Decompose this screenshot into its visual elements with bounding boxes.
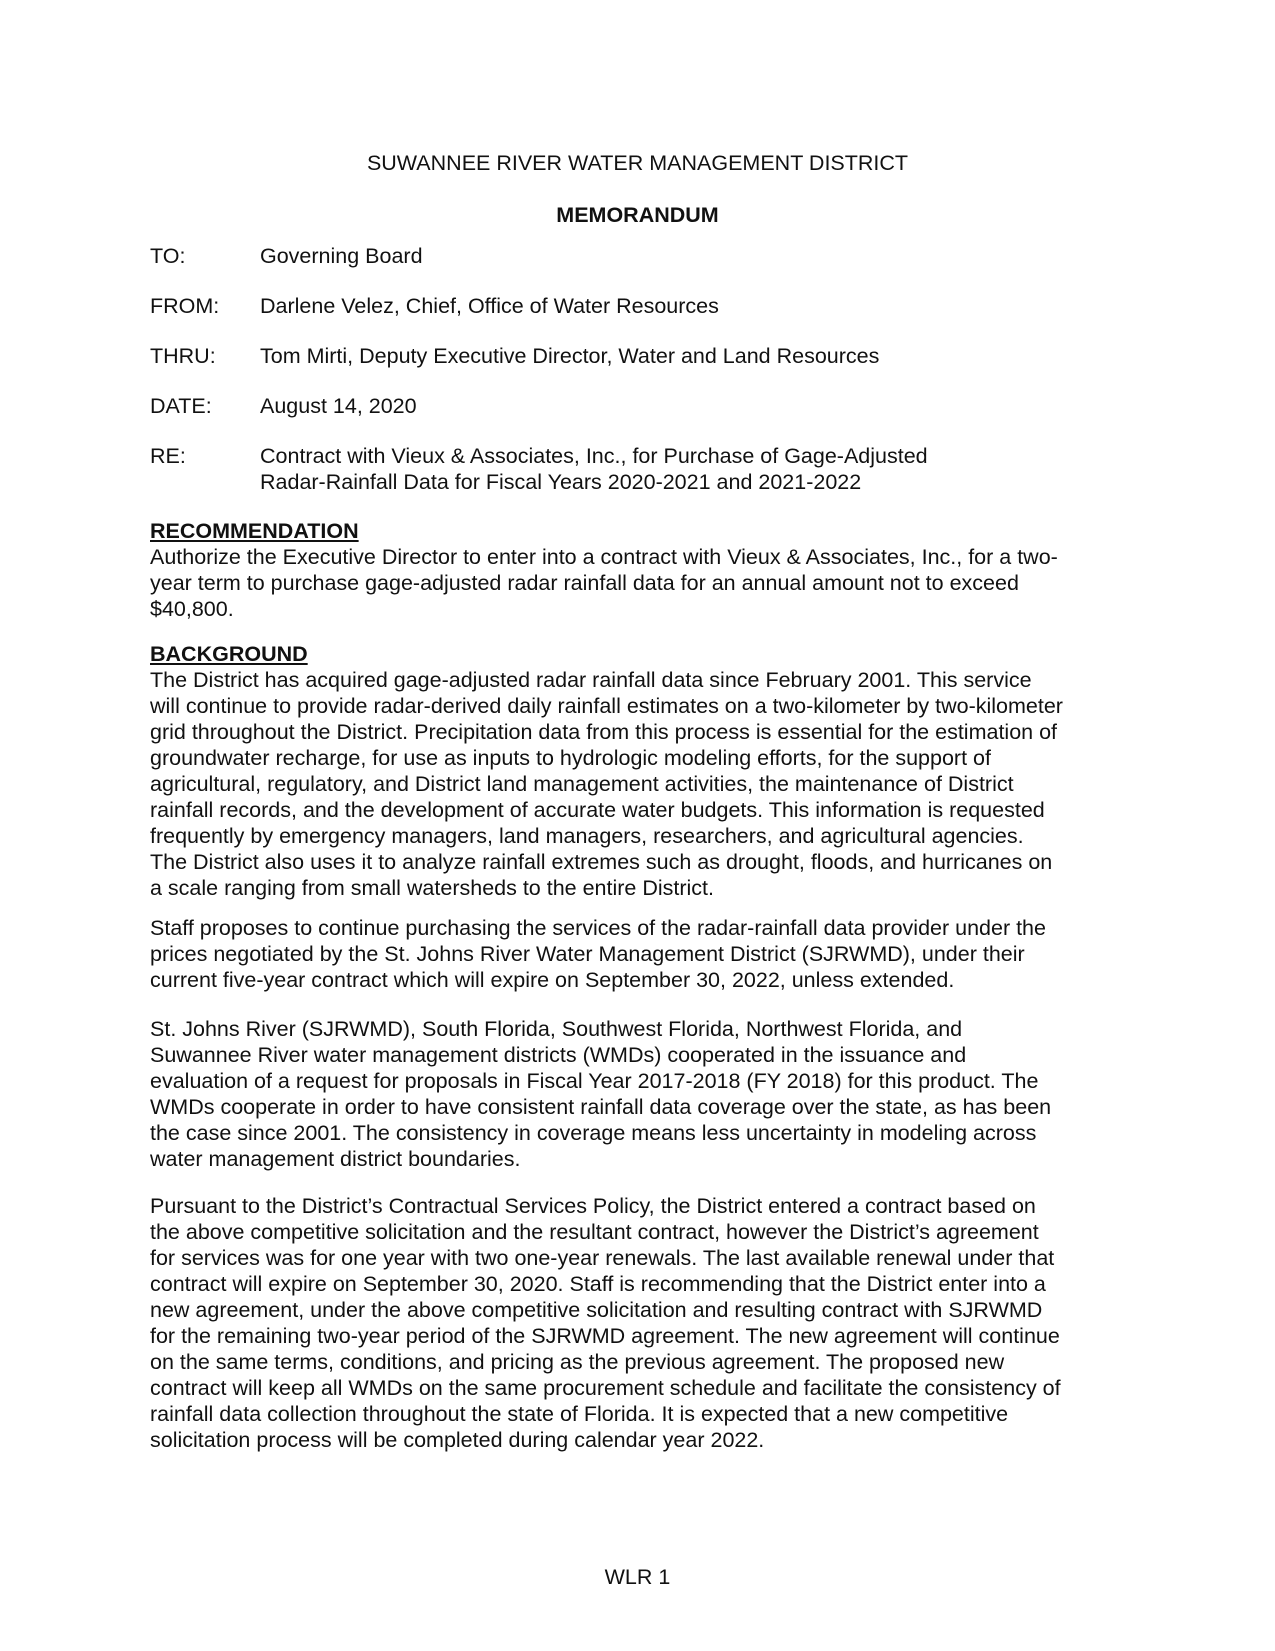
organization-name: SUWANNEE RIVER WATER MANAGEMENT DISTRICT [366, 151, 909, 175]
re-label: RE: [150, 444, 186, 468]
paragraph-line: for services was for one year with two one-year renewals. The last available renewal under that [150, 1246, 1055, 1270]
paragraph-line: Pursuant to the District’s Contractual Services Policy, the District entered a contract based on [150, 1194, 1036, 1218]
paragraph-line: for the remaining two-year period of the SJRWMD agreement. The new agreement will continue [150, 1324, 1060, 1348]
paragraph-line: The District also uses it to analyze rainfall extremes such as drought, floods, and hurricanes on [150, 850, 1053, 874]
paragraph-line: water management district boundaries. [150, 1147, 521, 1171]
date-value: August 14, 2020 [260, 394, 417, 418]
background-paragraph [150, 915, 1130, 993]
paragraph-line: solicitation process will be completed during calendar year 2022. [150, 1428, 765, 1452]
paragraph-line: frequently by emergency managers, land managers, researchers, and agricultural agencies. [150, 824, 1024, 848]
paragraph-line: current five-year contract which will expire on September 30, 2022, unless extended. [150, 968, 955, 992]
paragraph-line: the above competitive solicitation and the resultant contract, however the District’s agreement [150, 1220, 1039, 1244]
recommendation-heading: RECOMMENDATION [150, 519, 359, 543]
background-paragraph-4 [150, 1193, 1130, 1453]
re-line: Contract with Vieux & Associates, Inc., for Purchase of Gage-Adjusted [260, 444, 928, 468]
background-heading: BACKGROUND [150, 642, 308, 666]
paragraph-line: rainfall data collection throughout the state of Florida. It is expected that a new competitive [150, 1402, 1009, 1426]
paragraph-line: year term to purchase gage-adjusted radar rainfall data for an annual amount not to exceed [150, 571, 1019, 595]
paragraph-line: will continue to provide radar-derived daily rainfall estimates on a two-kilometer by two-kilometer [150, 694, 1063, 718]
page-number: WLR 1 [604, 1565, 671, 1589]
recommendation-paragraph [150, 544, 1130, 622]
document-type: MEMORANDUM [556, 203, 719, 227]
background-paragraph [150, 667, 1130, 901]
paragraph-line: St. Johns River (SJRWMD), South Florida, Southwest Florida, Northwest Florida, and [150, 1017, 963, 1041]
background-paragraph-2 [150, 915, 1130, 993]
re-field [150, 443, 1150, 495]
paragraph-line: The District has acquired gage-adjusted radar rainfall data since February 2001. This service [150, 668, 1032, 692]
paragraph-line: on the same terms, conditions, and pricing as the previous agreement. The proposed new [150, 1350, 1005, 1374]
paragraph-line: the case since 2001. The consistency in coverage means less uncertainty in modeling across [150, 1121, 1037, 1145]
paragraph-line: $40,800. [150, 597, 234, 621]
paragraph-line: evaluation of a request for proposals in Fiscal Year 2017-2018 (FY 2018) for this product. The [150, 1069, 1039, 1093]
paragraph-line: prices negotiated by the St. Johns River Water Management District (SJRWMD), under their [150, 942, 1025, 966]
paragraph-line: new agreement, under the above competitive solicitation and resulting contract with SJRWMD [150, 1298, 1043, 1322]
paragraph-line: contract will keep all WMDs on the same procurement schedule and facilitate the consistency of [150, 1376, 1061, 1400]
paragraph-line: WMDs cooperate in order to have consistent rainfall data coverage over the state, as has been [150, 1095, 1052, 1119]
paragraph-line: agricultural, regulatory, and District land management activities, the maintenance of District [150, 772, 1014, 796]
paragraph-line: groundwater recharge, for use as inputs to hydrologic modeling efforts, for the support of [150, 746, 991, 770]
to-value: Governing Board [260, 244, 423, 268]
paragraph-line: a scale ranging from small watersheds to the entire District. [150, 876, 715, 900]
background-paragraph [150, 1016, 1130, 1172]
paragraph-line: Staff proposes to continue purchasing the services of the radar-rainfall data provider under the [150, 916, 1046, 940]
re-line: Radar-Rainfall Data for Fiscal Years 2020-2021 and 2021-2022 [260, 470, 862, 494]
from-label: FROM: [150, 294, 220, 318]
re-value [260, 443, 1140, 495]
paragraph-line: contract will expire on September 30, 2020. Staff is recommending that the District enter into a [150, 1272, 1046, 1296]
from-value: Darlene Velez, Chief, Office of Water Resources [260, 294, 719, 318]
thru-label: THRU: [150, 344, 216, 368]
background-section [150, 641, 1130, 901]
thru-value: Tom Mirti, Deputy Executive Director, Water and Land Resources [260, 344, 880, 368]
paragraph-line: Suwannee River water management districts (WMDs) cooperated in the issuance and [150, 1043, 967, 1067]
to-label: TO: [150, 244, 186, 268]
paragraph-line: Authorize the Executive Director to enter into a contract with Vieux & Associates, Inc., for a two- [150, 545, 1058, 569]
background-paragraph-3 [150, 1016, 1130, 1172]
paragraph-line: grid throughout the District. Precipitation data from this process is essential for the estimation of [150, 720, 1058, 744]
background-paragraph [150, 1193, 1130, 1453]
paragraph-line: rainfall records, and the development of accurate water budgets. This information is requested [150, 798, 1045, 822]
recommendation-section [150, 518, 1130, 622]
date-label: DATE: [150, 394, 212, 418]
